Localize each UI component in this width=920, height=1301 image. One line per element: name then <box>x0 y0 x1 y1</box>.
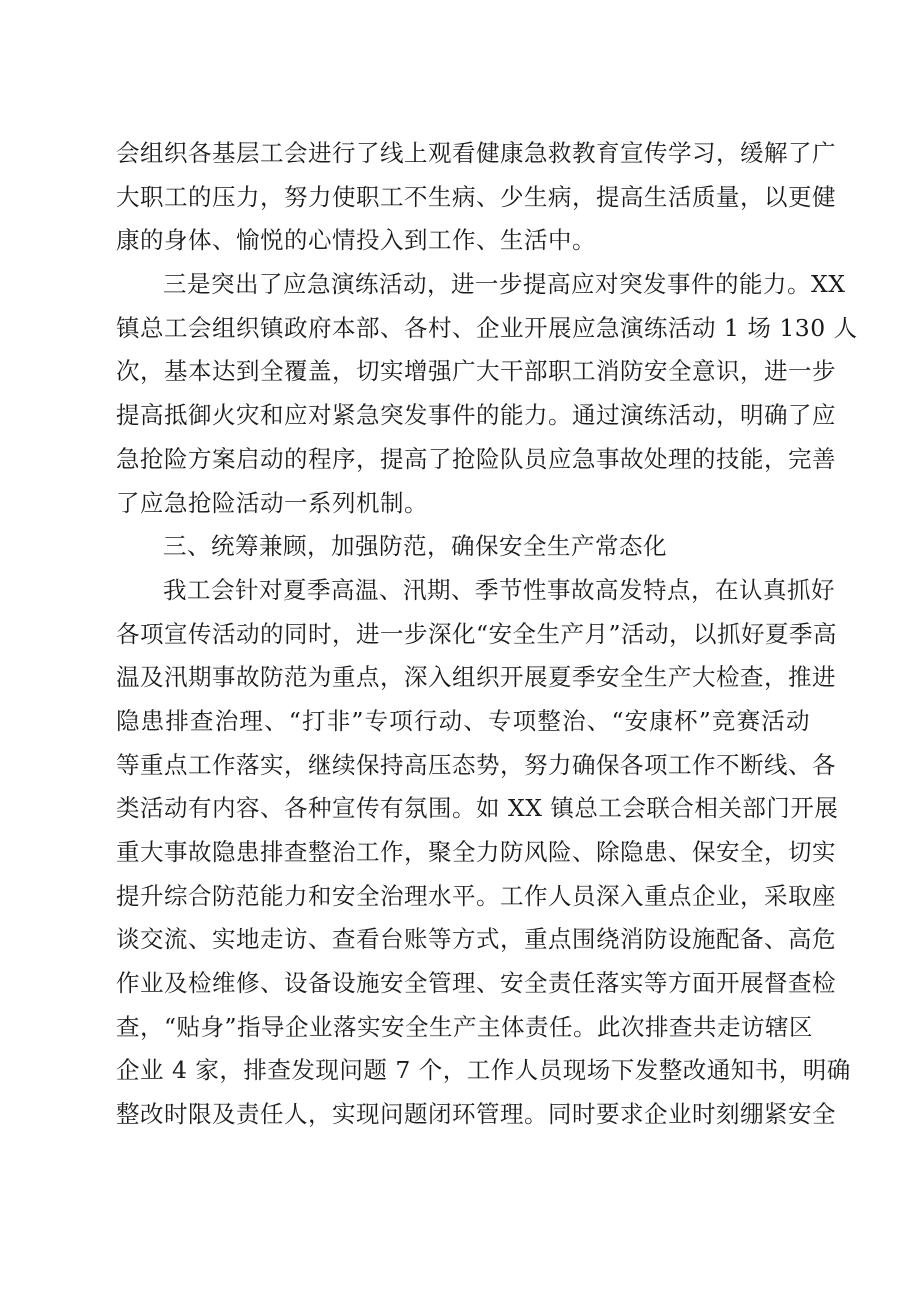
text-line: 谈交流、实地走访、查看台账等方式，重点围绕消防设施配备、高危 <box>116 925 836 954</box>
text-line: 类活动有内容、各种宣传有氛围。如 XX 镇总工会联合相关部门开展 <box>116 794 839 823</box>
text-line: 大职工的压力，努力使职工不生病、少生病，提高生活质量，以更健 <box>116 182 836 211</box>
text-line: 会组织各基层工会进行了线上观看健康急救教育宣传学习，缓解了广 <box>116 139 836 167</box>
text-line: 了应急抢险活动一系列机制。 <box>116 488 428 517</box>
text-line: 整改时限及责任人，实现问题闭环管理。同时要求企业时刻绷紧安全 <box>116 1100 836 1129</box>
text-line: 重大事故隐患排查整治工作，聚全力防风险、除隐患、保安全，切实 <box>116 838 836 866</box>
document-body <box>116 132 858 1137</box>
text-line: 企业 4 家，排查发现问题 7 个，工作人员现场下发整改通知书，明确 <box>116 1056 851 1085</box>
text-line: 查，“贴身”指导企业落实安全生产主体责任。此次排查共走访辖区 <box>116 1012 814 1041</box>
section-heading: 三、统筹兼顾，加强防范，确保安全生产常态化 <box>163 532 667 561</box>
text-line: 温及汛期事故防范为重点，深入组织开展夏季安全生产大检查，推进 <box>116 663 836 692</box>
text-line: 急抢险方案启动的程序，提高了抢险队员应急事故处理的技能，完善 <box>116 444 836 473</box>
text-line: 提高抵御火灾和应对紧急突发事件的能力。通过演练活动，明确了应 <box>116 401 836 430</box>
text-line: 等重点工作落实，继续保持高压态势，努力确保各项工作不断线、各 <box>116 750 836 779</box>
text-line: 各项宣传活动的同时，进一步深化“安全生产月”活动，以抓好夏季高 <box>116 619 838 648</box>
text-line: 提升综合防范能力和安全治理水平。工作人员深入重点企业，采取座 <box>116 881 836 910</box>
text-line: 我工会针对夏季高温、汛期、季节性事故高发特点，在认真抓好 <box>163 575 835 604</box>
text-line: 次，基本达到全覆盖，切实增强广大干部职工消防安全意识，进一步 <box>116 357 836 386</box>
text-line: 三是突出了应急演练活动，进一步提高应对突发事件的能力。XX <box>163 270 846 299</box>
text-line: 作业及检维修、设备设施安全管理、安全责任落实等方面开展督查检 <box>116 969 836 998</box>
text-line: 康的身体、愉悦的心情投入到工作、生活中。 <box>116 226 596 255</box>
text-line: 隐患排查治理、“打非”专项行动、专项整治、“安康杯”竞赛活动 <box>116 706 810 735</box>
text-line: 镇总工会组织镇政府本部、各村、企业开展应急演练活动 1 场 130 人 <box>116 313 858 342</box>
